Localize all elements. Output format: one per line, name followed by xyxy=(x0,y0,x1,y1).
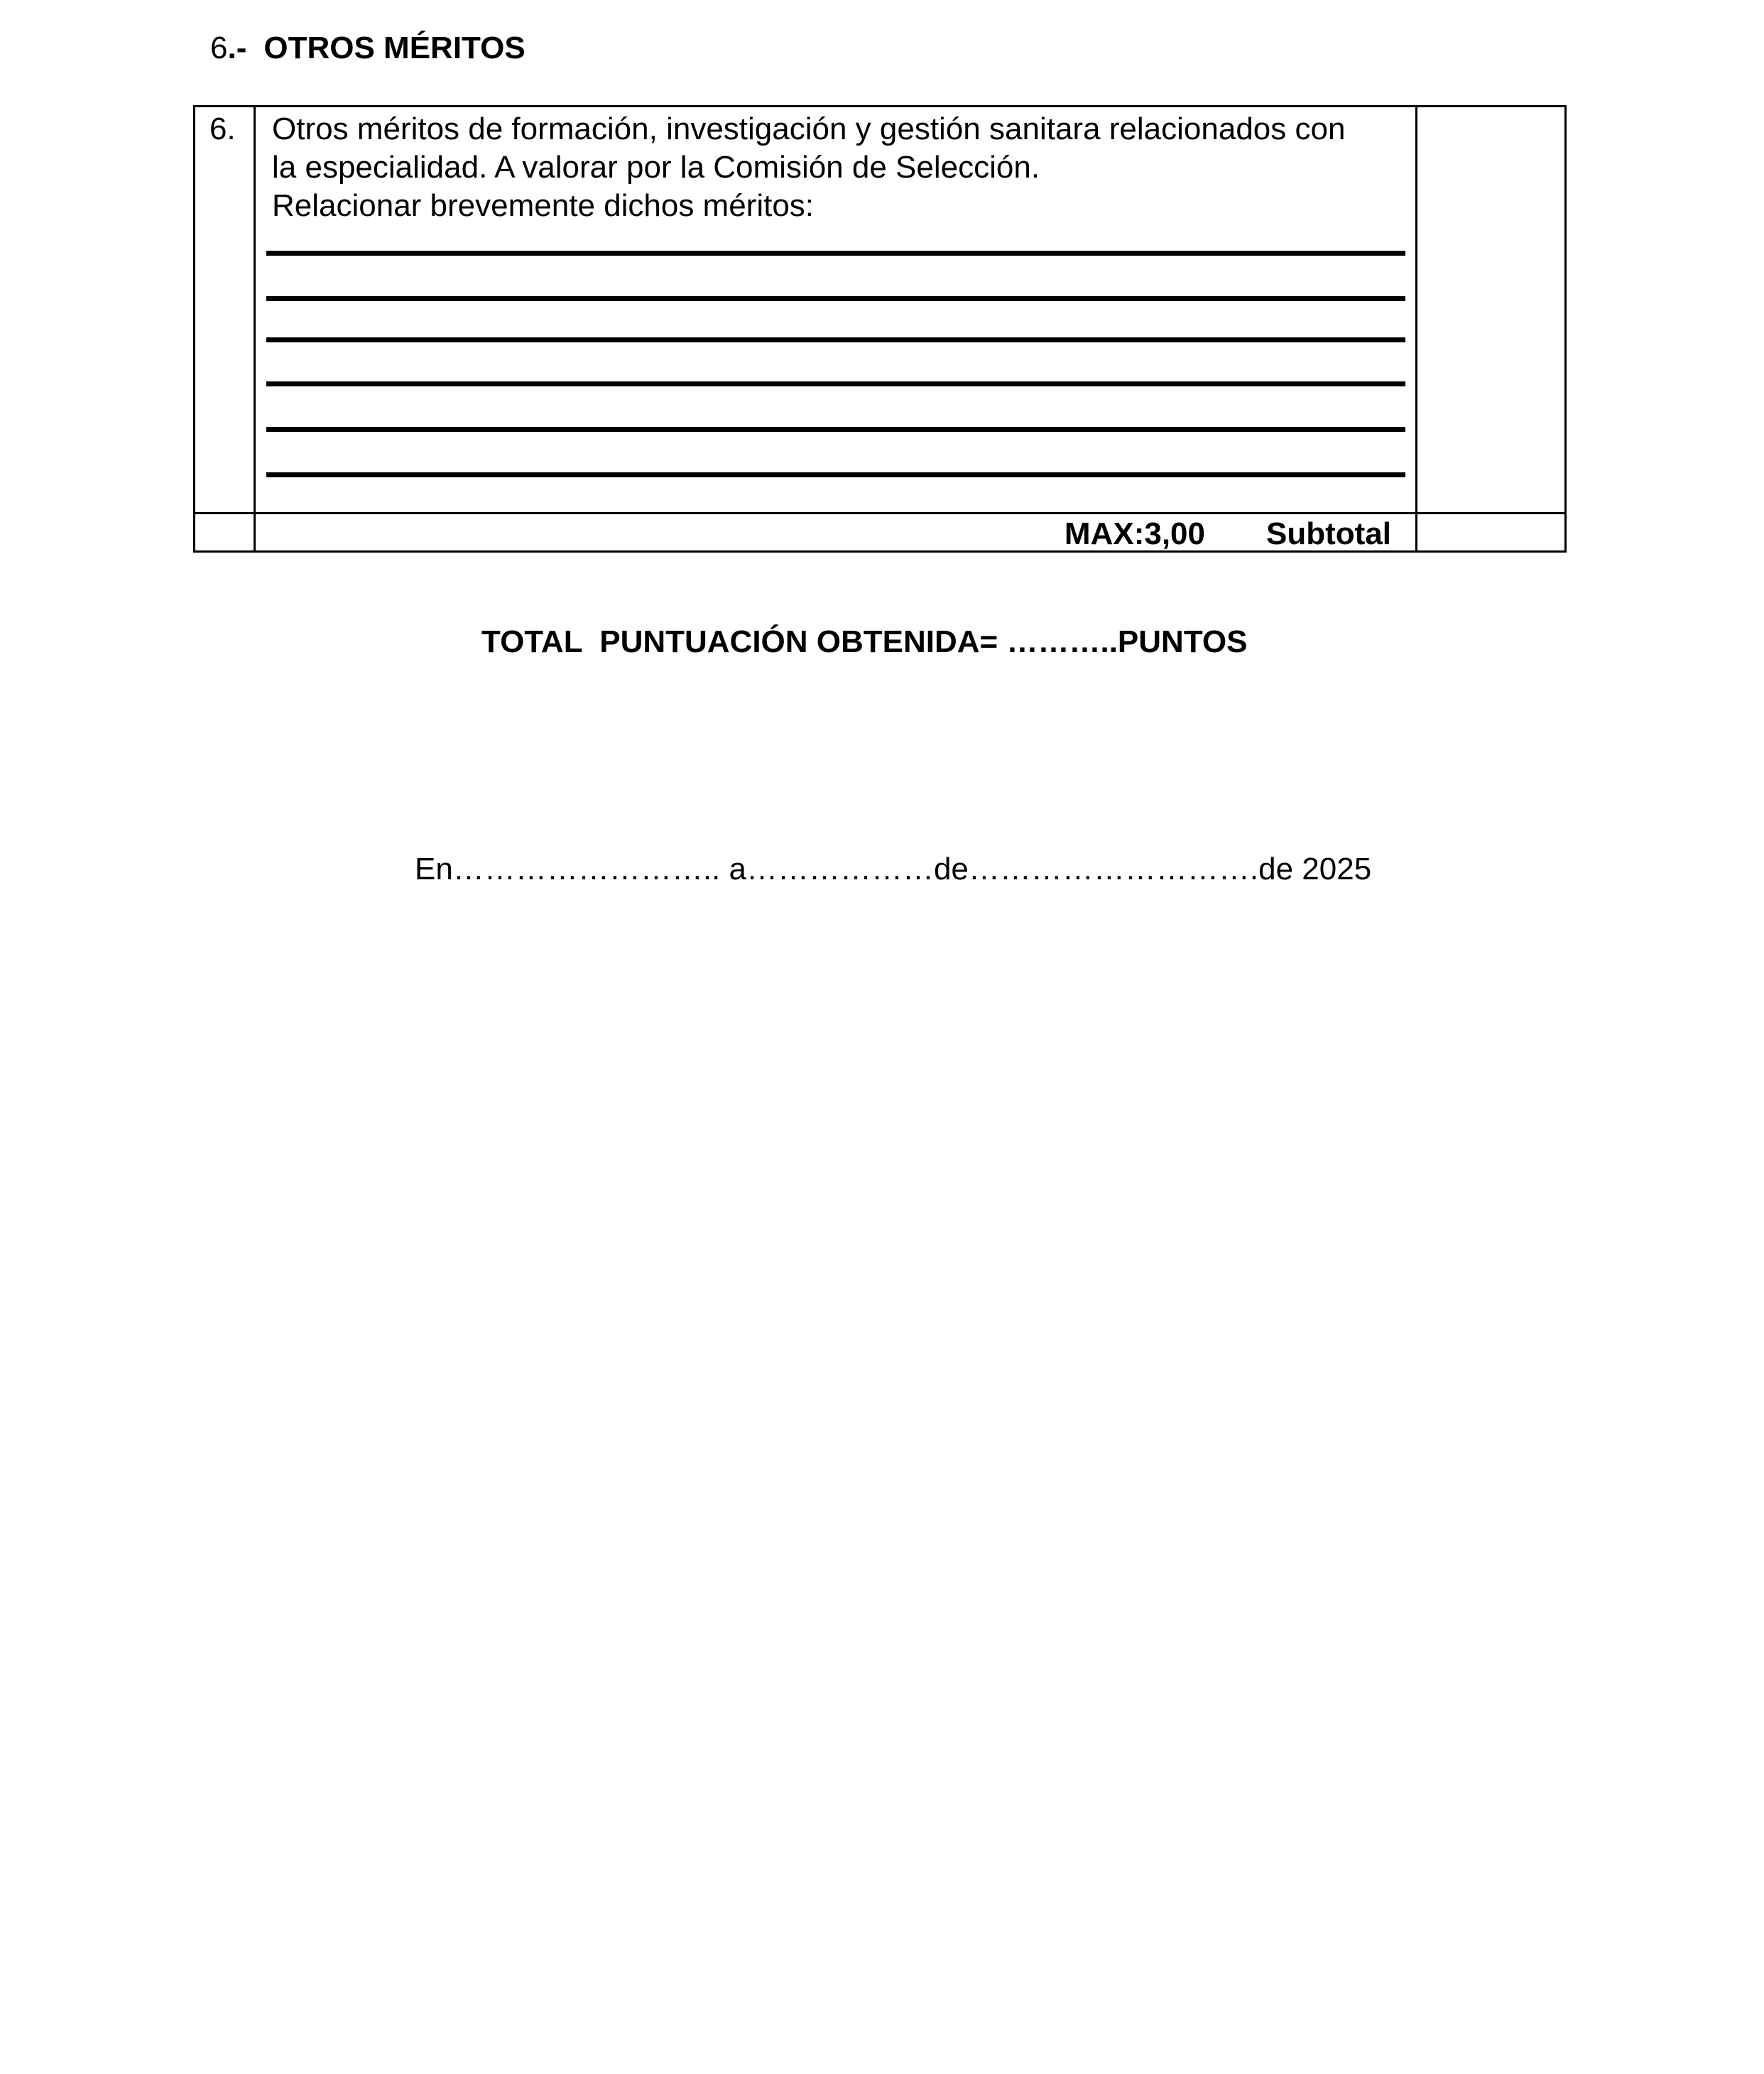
answer-line[interactable] xyxy=(266,337,1405,342)
item-description-line: la especialidad. A valorar por la Comisión de Selección. xyxy=(272,150,1040,185)
section-number: 6 xyxy=(210,31,228,65)
item-description-line: Otros méritos de formación, investigación y gestión sanitara relacionados con xyxy=(272,112,1346,146)
item-description-line: Relacionar brevemente dichos méritos: xyxy=(272,188,815,223)
answer-line[interactable] xyxy=(266,381,1405,386)
answer-line[interactable] xyxy=(266,296,1405,301)
merits-table xyxy=(193,105,1567,553)
subtotal-row xyxy=(256,514,1415,553)
section-heading xyxy=(210,27,526,70)
section-title: OTROS MÉRITOS xyxy=(263,31,526,65)
table-divider xyxy=(254,107,256,550)
answer-line[interactable] xyxy=(266,251,1405,256)
date-place-line: En…………………….. a………………de……………………….de 2025 xyxy=(415,852,1372,886)
answer-line[interactable] xyxy=(266,427,1405,432)
section-separator: .- xyxy=(227,31,247,65)
max-score-label: MAX:3,00 xyxy=(1064,516,1205,551)
subtotal-value-cell[interactable] xyxy=(1417,514,1564,550)
score-cell[interactable] xyxy=(1417,107,1564,512)
subtotal-label: Subtotal xyxy=(1266,516,1391,551)
answer-line[interactable] xyxy=(266,472,1405,477)
total-score-line: TOTAL PUNTUACIÓN OBTENIDA= ………..PUNTOS xyxy=(481,624,1248,659)
item-description xyxy=(272,110,1408,225)
item-number: 6. xyxy=(209,112,236,146)
